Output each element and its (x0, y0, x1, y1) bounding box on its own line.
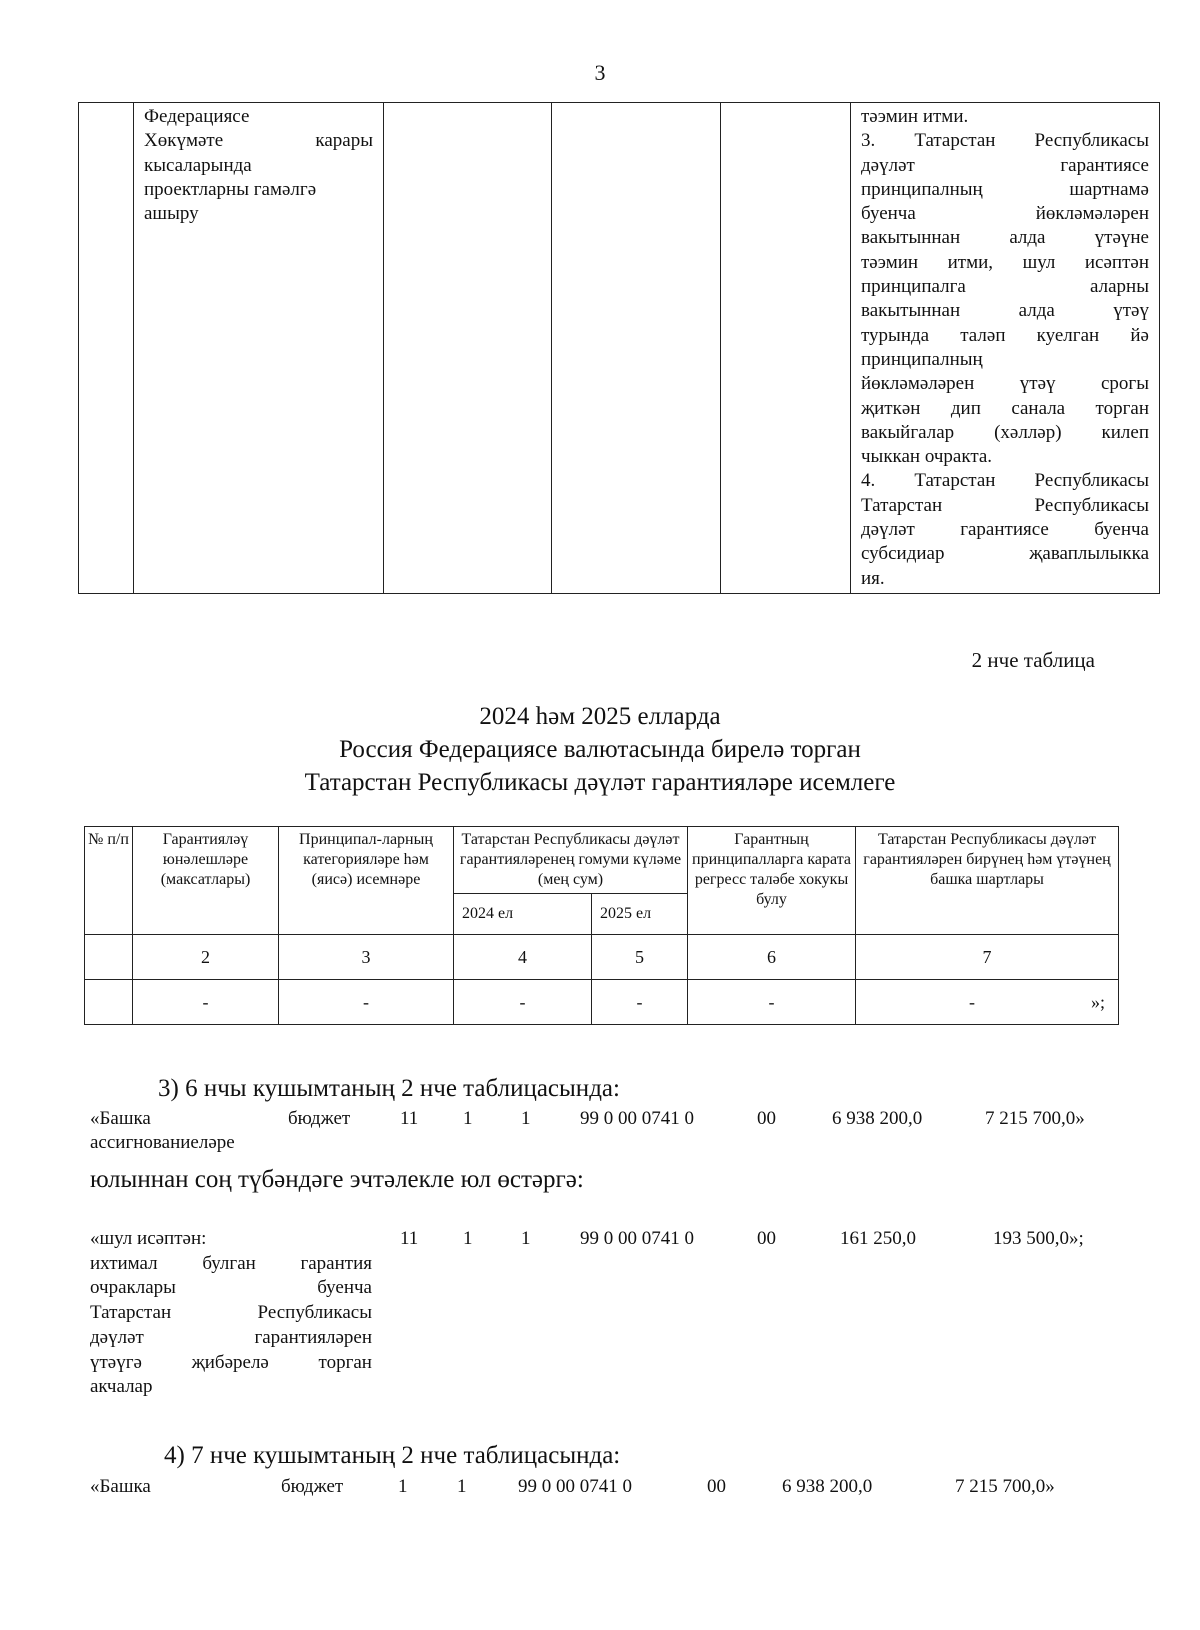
header-conditions: Татарстан Республикасы дәүләт гарантияләрен бирүнең һәм үтәүнең башка шартлары (856, 827, 1119, 935)
row-name: «Башка (90, 1108, 151, 1129)
cell-direction (134, 103, 384, 594)
name-line: акчалар (90, 1376, 153, 1398)
name-line: Татарстан Республикасы (90, 1302, 372, 1324)
cell-line: 4. Татарстан Республикасы (861, 470, 1149, 492)
cell-line: йөкләмәләрен үтәү срогы (861, 373, 1149, 395)
page-title (0, 700, 1200, 799)
cell-line: принципалның (861, 348, 983, 370)
cell-line: Татарстан Республикасы (861, 494, 1149, 516)
table-cell: - (688, 980, 856, 1025)
cell-word: Хөкүмәте (144, 130, 224, 152)
row-value-2025: 7 215 700,0» (955, 1476, 1055, 1497)
row-section: 11 (400, 1108, 419, 1129)
cell-line: җиткән дип санала торган (861, 397, 1149, 419)
section-3-new-row (0, 1227, 1200, 1253)
cell-line: ия. (861, 567, 885, 589)
row-value-2025: 7 215 700,0» (985, 1108, 1085, 1129)
cell-line: принципалның шартнамә (861, 178, 1149, 200)
column-number: 4 (454, 935, 592, 980)
table-row (85, 980, 1119, 1025)
row-section: 11 (400, 1228, 419, 1249)
cell-line: субсидиар җаваплылыкка (861, 543, 1149, 565)
cell-line-split (144, 129, 373, 153)
header-directions: Гарантияләү юнәлешләре (максатлары) (133, 827, 279, 935)
name-line: очраклары буенча (90, 1277, 372, 1299)
table-header-row (85, 827, 1119, 894)
row-subsection: 1 (463, 1108, 473, 1129)
table-cell: - (279, 980, 454, 1025)
cell-line: вакытыннан алда үтәү (861, 300, 1149, 322)
cell-principals (384, 103, 552, 594)
header-regress: Гарантның принципалларга карата регресс таләбе хокукы булу (688, 827, 856, 935)
closing-quote: »; (1090, 992, 1105, 1012)
cell-line: вакытыннан алда үтәүне (861, 227, 1149, 249)
name-line: дәүләт гарантияләрен (90, 1326, 372, 1348)
name-line: үтәүгә җибәрелә торган (90, 1351, 372, 1373)
table-cell (85, 980, 133, 1025)
table-row (79, 103, 1160, 594)
row-type: 00 (707, 1476, 726, 1497)
cell-line: проектларны гамәлгә (144, 178, 317, 200)
cell-conditions (851, 103, 1160, 594)
cell-line: кысаларында (144, 154, 252, 176)
continuation-table (78, 102, 1160, 594)
row-name: бюджет (281, 1476, 344, 1497)
cell-line: 3. Татарстан Республикасы (861, 130, 1149, 152)
cell-line: тәэмин итми, шул исәптән (861, 251, 1149, 273)
section-3-subheading: юлыннан соң түбәндәге эчтәлекле юл өстәргә: (90, 1166, 584, 1193)
title-line: Россия Федерациясе валютасында бирелә торган (339, 736, 861, 763)
row-name: ассигнованиеләре (90, 1132, 235, 1153)
cell-number (79, 103, 134, 594)
header-principals: Принципал-ларның категорияләре һәм (яисә) исемнәре (279, 827, 454, 935)
row-code: 99 0 00 0741 0 (580, 1228, 694, 1249)
cell-line: тәэмин итми. (861, 106, 969, 127)
row-name: «Башка (90, 1476, 151, 1497)
header-year-2025: 2025 ел (592, 894, 688, 935)
table-cell-last (856, 980, 1119, 1025)
cell-dash: - (969, 992, 975, 1012)
title-line: Татарстан Республикасы дәүләт гарантияләре исемлеге (304, 769, 896, 796)
row-value-2024: 161 250,0 (840, 1228, 916, 1249)
column-number: 5 (592, 935, 688, 980)
section-3-heading: 3) 6 нчы кушымтаның 2 нче таблицасында: (158, 1075, 620, 1102)
table-cell: - (454, 980, 592, 1025)
guarantees-table (84, 826, 1119, 1025)
column-number-row (85, 935, 1119, 980)
header-number: № п/п (85, 827, 133, 935)
row-subsection: 1 (398, 1476, 408, 1497)
row-type: 00 (757, 1108, 776, 1129)
cell-amount-2025 (721, 103, 851, 594)
row-code: 99 0 00 0741 0 (518, 1476, 632, 1497)
cell-line: турында таләп куелган йә (861, 324, 1149, 346)
cell-line: дәүләт гарантиясе буенча (861, 519, 1149, 541)
header-total-volume: Татарстан Республикасы дәүләт гарантияләренең гомуми күләме (мең сум) (454, 827, 688, 894)
cell-line: чыккан очракта. (861, 446, 993, 468)
row-value-2024: 6 938 200,0 (832, 1108, 923, 1129)
cell-word: карары (315, 130, 373, 152)
row-name: бюджет (288, 1108, 351, 1129)
cell-line: буенча йөкләмәләрен (861, 203, 1149, 225)
row-type: 00 (757, 1228, 776, 1249)
table-cell: - (592, 980, 688, 1025)
column-number: 3 (279, 935, 454, 980)
page-number: 3 (594, 60, 606, 85)
row-code: 99 0 00 0741 0 (580, 1108, 694, 1129)
section-4-heading: 4) 7 нче кушымтаның 2 нче таблицасында: (164, 1442, 621, 1469)
row-value-2025: 193 500,0»; (993, 1228, 1084, 1249)
cell-line: вакыйгалар (хәлләр) килеп (861, 421, 1149, 443)
column-number: 7 (856, 935, 1119, 980)
table-label: 2 нче таблица (971, 648, 1095, 672)
cell-line: принципалга аларны (861, 276, 1149, 298)
cell-amount-2024 (552, 103, 721, 594)
cell-line: дәүләт гарантиясе (861, 154, 1149, 176)
cell-end-mark (859, 992, 1115, 1012)
row-item: 1 (521, 1108, 531, 1129)
cell-line: Федерациясе (144, 106, 250, 127)
table-cell: - (133, 980, 279, 1025)
row-item: 1 (457, 1476, 467, 1497)
header-year-2024: 2024 ел (454, 894, 592, 935)
column-number: 6 (688, 935, 856, 980)
title-line: 2024 һәм 2025 елларда (479, 703, 721, 730)
row-value-2024: 6 938 200,0 (782, 1476, 873, 1497)
column-number: 2 (133, 935, 279, 980)
column-number (85, 935, 133, 980)
cell-line: ашыру (144, 203, 199, 225)
name-line: «шул исәптән: (90, 1228, 207, 1249)
row-item: 1 (521, 1228, 531, 1249)
name-line: ихтимал булган гарантия (90, 1252, 372, 1274)
row-subsection: 1 (463, 1228, 473, 1249)
section-4-row (0, 1475, 1200, 1501)
section-3-row (0, 1107, 1200, 1157)
